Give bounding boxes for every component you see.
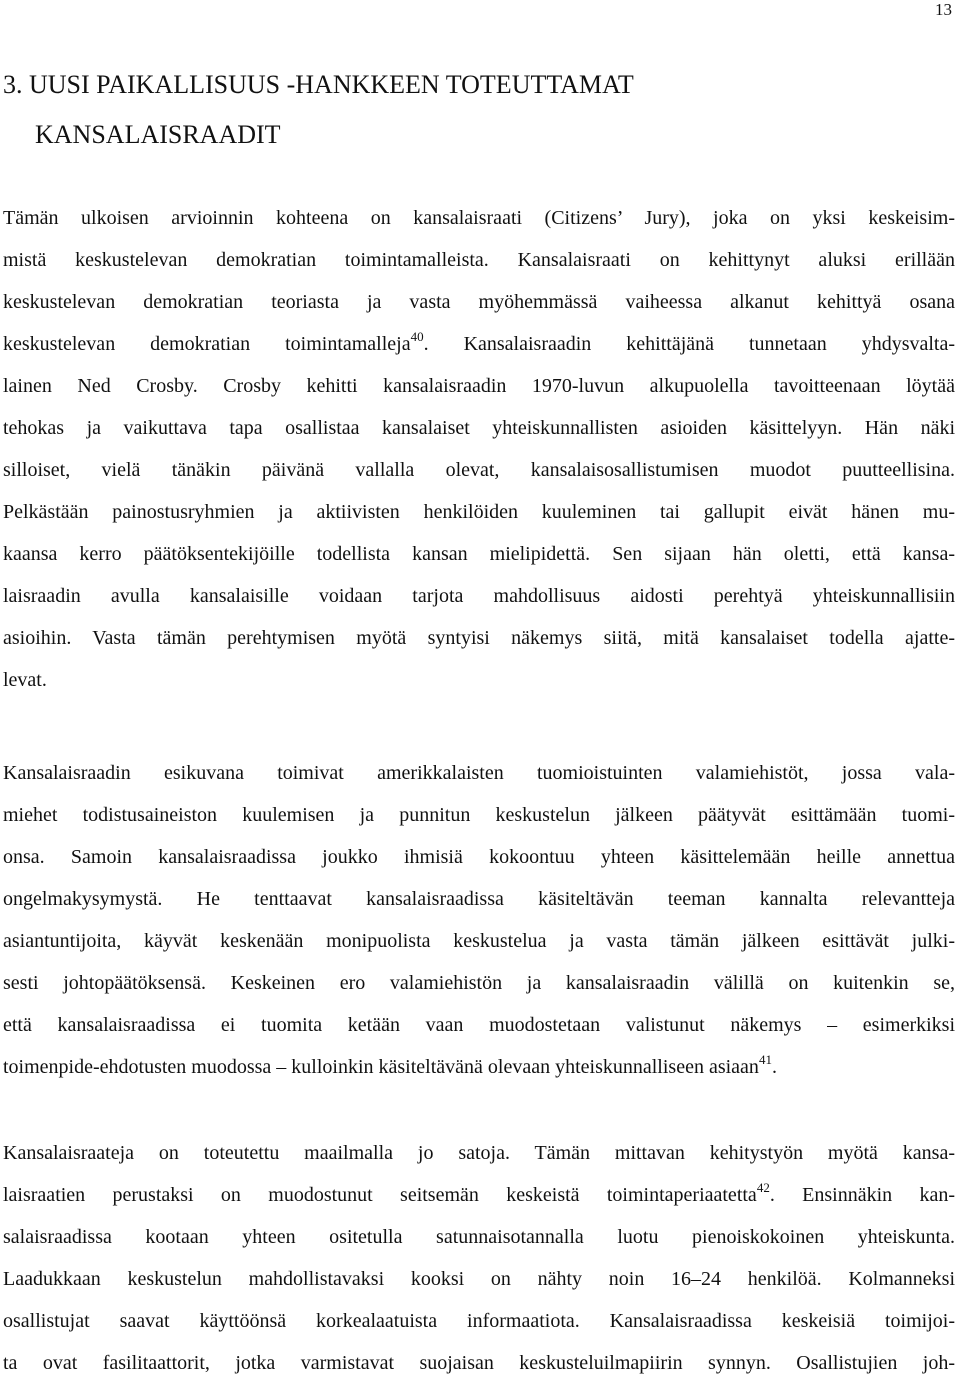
text-line: miehet todistusaineiston kuulemisen ja punnitun keskustelun jälkeen päätyvät esittämään tuomi- — [3, 804, 955, 826]
text-segment: toimenpide-ehdotusten muodossa – kulloinkin käsiteltävänä olevaan yhteiskunnalliseen asiaan — [3, 1056, 759, 1078]
chapter-heading — [0, 60, 960, 160]
footnote-ref-42: 42 — [756, 1180, 770, 1195]
text-line: Tämän ulkoisen arvioinnin kohteena on kansalaisraati (Citizens’ Jury), joka on yksi keskeisim- — [3, 207, 955, 229]
text-line: asioihin. Vasta tämän perehtymisen myötä syntyisi näkemys siitä, mitä kansalaiset todella ajatte- — [3, 627, 955, 649]
text-line: tehokas ja vaikuttava tapa osallistaa kansalaiset yhteiskunnallisten asioiden käsittelyyn. Hän näki — [3, 417, 955, 439]
chapter-heading-line-1: 3. UUSI PAIKALLISUUS -HANKKEEN TOTEUTTAMAT — [3, 70, 634, 99]
paragraph-2 — [3, 752, 955, 1088]
text-line: salaisraadissa kootaan yhteen ositetulla satunnaisotannalla luotu pienoiskokoinen yhteiskunta. — [3, 1226, 955, 1248]
paragraph-3 — [3, 1132, 955, 1384]
text-line: sesti johtopäätöksensä. Keskeinen ero valamiehistön ja kansalaisraadin välillä on kuitenkin se, — [3, 972, 955, 994]
text-line: ongelmakysymystä. He tenttaavat kansalaisraadissa käsiteltävän teeman kannalta relevantteja — [3, 888, 955, 910]
text-line: laisraadin avulla kansalaisille voidaan tarjota mahdollisuus aidosti perehtyä yhteiskunnallisiin — [3, 585, 955, 607]
text-line: lainen Ned Crosby. Crosby kehitti kansalaisraadin 1970-luvun alkupuolella tavoitteenaan löytää — [3, 375, 955, 397]
text-line: osallistujat saavat käyttöönsä korkealaatuista informaatiota. Kansalaisraadissa keskeisiä toimijoi- — [3, 1310, 955, 1332]
text-line: Pelkästään painostusryhmien ja aktiivisten henkilöiden kuuleminen tai gallupit eivät hänen mu- — [3, 501, 955, 523]
text-segment: laisraatien perustaksi on muodostunut seitsemän keskeistä toimintaperiaatetta — [3, 1184, 757, 1206]
text-segment: . Kansalaisraadin kehittäjänä tunnetaan yhdysvalta- — [423, 333, 955, 355]
text-line — [3, 1174, 955, 1216]
text-line — [3, 1046, 955, 1088]
text-line: Kansalaisraateja on toteutettu maailmalla jo satoja. Tämän mittavan kehitystyön myötä kansa- — [3, 1142, 955, 1164]
chapter-heading-line-2: KANSALAISRAADIT — [35, 120, 281, 149]
text-line: että kansalaisraadissa ei tuomita ketään vaan muodostetaan valistunut näkemys – esimerkiksi — [3, 1014, 955, 1036]
text-line: Laadukkaan keskustelun mahdollistavaksi kooksi on nähty noin 16–24 henkilöä. Kolmanneksi — [3, 1268, 955, 1290]
text-segment: . Ensinnäkin kan- — [769, 1184, 955, 1206]
text-line: Kansalaisraadin esikuvana toimivat amerikkalaisten tuomioistuinten valamiehistöt, jossa vala- — [3, 762, 955, 784]
text-line: onsa. Samoin kansalaisraadissa joukko ihmisiä kokoontuu yhteen käsittelemään heille annettua — [3, 846, 955, 868]
text-segment: keskustelevan demokratian toimintamalleja — [3, 333, 411, 355]
text-line — [3, 323, 955, 365]
footnote-ref-40: 40 — [410, 329, 424, 344]
page-number: 13 — [935, 0, 952, 19]
text-segment: . — [771, 1056, 777, 1078]
text-line: asiantuntijoita, käyvät keskenään monipuolista keskustelua ja vasta tämän jälkeen esittävät julki- — [3, 930, 955, 952]
paragraph-1 — [3, 197, 955, 701]
text-line: levat. — [3, 669, 47, 691]
text-line: kaansa kerro päätöksentekijöille todellista kansan mielipidettä. Sen sijaan hän oletti, että kansa- — [3, 543, 955, 565]
text-line: silloiset, vielä tänäkin päivänä vallalla olevat, kansalaisosallistumisen muodot puutteellisina. — [3, 459, 955, 481]
text-line: mistä keskustelevan demokratian toimintamalleista. Kansalaisraati on kehittynyt aluksi erillään — [3, 249, 955, 271]
text-line: keskustelevan demokratian teoriasta ja vasta myöhemmässä vaiheessa alkanut kehittyä osana — [3, 291, 955, 313]
footnote-ref-41: 41 — [758, 1052, 772, 1067]
text-line: ta ovat fasilitaattorit, jotka varmistavat suojaisan keskusteluilmapiirin synnyn. Osallistujien joh- — [3, 1352, 955, 1374]
